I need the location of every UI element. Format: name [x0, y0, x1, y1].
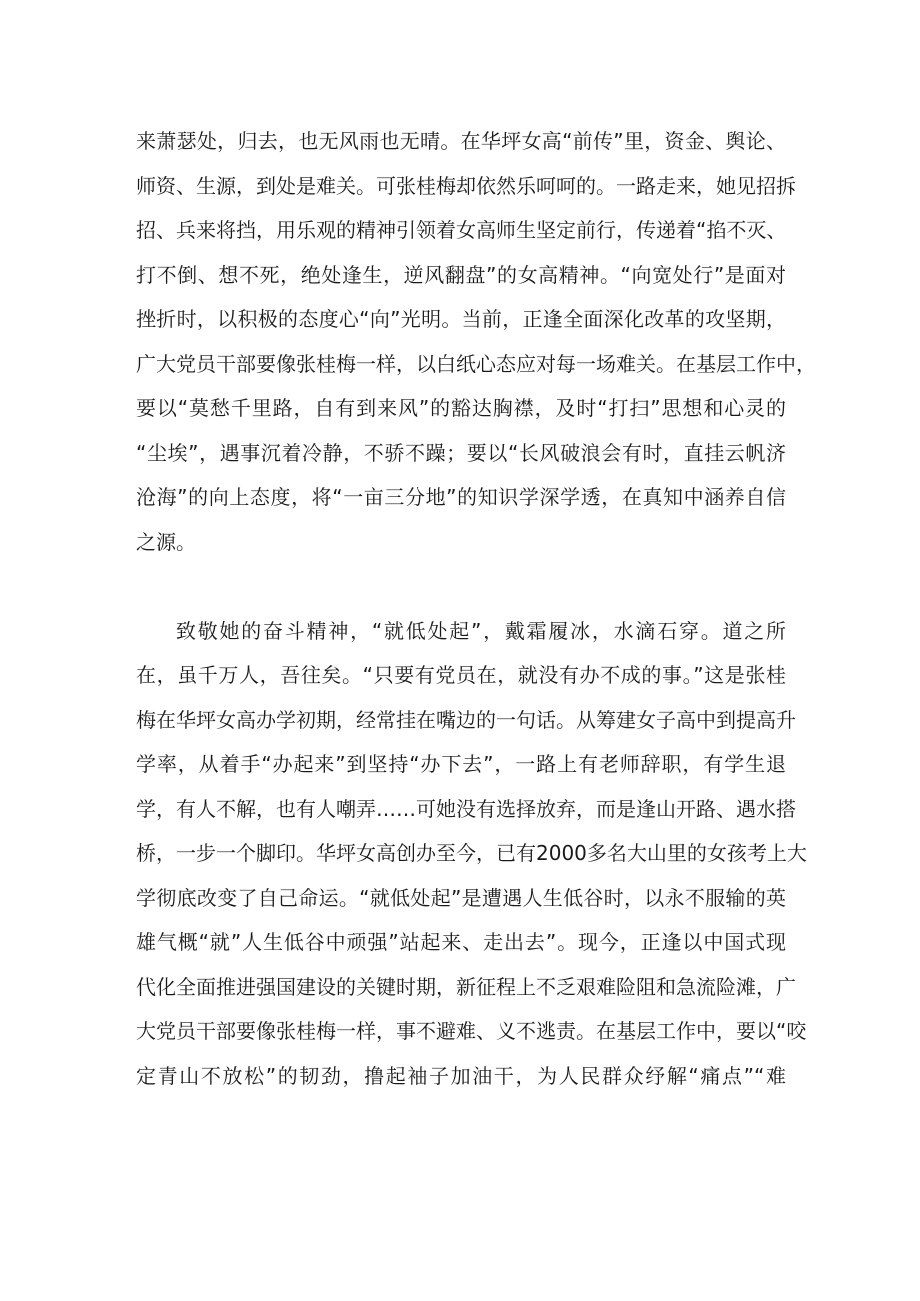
- text-line: 梅在华坪女高办学初期，经常挂在嘴边的一句话。从筹建女子高中到提高升: [136, 707, 796, 732]
- text-line: 广大党员干部要像张桂梅一样，以白纸心态应对每一场难关。在基层工作中，: [136, 351, 816, 376]
- document-page: [136, 126, 816, 1105]
- text-line: 致敬她的奋斗精神，“就低处起”，戴霜履冰，水滴石穿。道之所: [176, 618, 786, 643]
- text-line: 学彻底改变了自己命运。“就低处起”是遭遇人生低谷时，以永不服输的英: [136, 885, 786, 910]
- paragraph-1: [136, 126, 816, 571]
- text-line: 师资、生源，到处是难关。可张桂梅却依然乐呵呵的。一路走来，她见招拆: [136, 173, 796, 198]
- text-line: 学，有人不解，也有人嘲弄……可她没有选择放弃，而是逢山开路、遇水搭: [136, 796, 796, 821]
- text-line: 代化全面推进强国建设的关键时期，新征程上不乏艰难险阻和急流险滩，广: [136, 974, 796, 999]
- text-line: 雄气概“就”人生低谷中顽强”站起来、走出去”。现今，正逢以中国式现: [136, 930, 786, 954]
- text-line: “尘埃”，遇事沉着冷静，不骄不躁；要以“长风破浪会有时，直挂云帆济: [136, 440, 786, 465]
- paragraph-gap: [136, 571, 786, 616]
- text-line: 桥，一步一个脚印。华坪女高创办至今，已有2000多名大山里的女孩考上大: [136, 841, 807, 865]
- text-line: 沧海”的向上态度，将“一亩三分地”的知识学深学透，在真知中涵养自信: [136, 485, 786, 509]
- paragraph-2: [136, 616, 807, 1106]
- text-line: 挫折时，以积极的态度心“向”光明。当前，正逢全面深化改革的攻坚期，: [136, 307, 786, 331]
- text-line: 打不倒、想不死，绝处逢生，逆风翻盘”的女高精神。“向宽处行”是面对: [136, 262, 786, 287]
- text-line: 学率，从着手“办起来”到坚持“办下去”，一路上有老师辞职，有学生退: [136, 752, 786, 776]
- text-line: 定青山不放松”的韧劲，撸起袖子加油干，为人民群众纾解“痛点”“难: [136, 1063, 786, 1088]
- text-line: 大党员干部要像张桂梅一样，事不避难、义不逃责。在基层工作中，要以“咬: [136, 1019, 807, 1043]
- text-line: 要以“莫愁千里路，自有到来风”的豁达胸襟，及时“打扫”思想和心灵的: [136, 396, 786, 420]
- text-line: 招、兵来将挡，用乐观的精神引领着女高师生坚定前行，传递着“掐不灭、: [136, 218, 787, 242]
- text-line: 在，虽千万人，吾往矣。“只要有党员在，就没有办不成的事。”这是张桂: [136, 663, 786, 687]
- text-line: 之源。: [136, 529, 196, 554]
- text-line: 来萧瑟处，归去，也无风雨也无晴。在华坪女高“前传”里，资金、舆论、: [136, 129, 786, 153]
